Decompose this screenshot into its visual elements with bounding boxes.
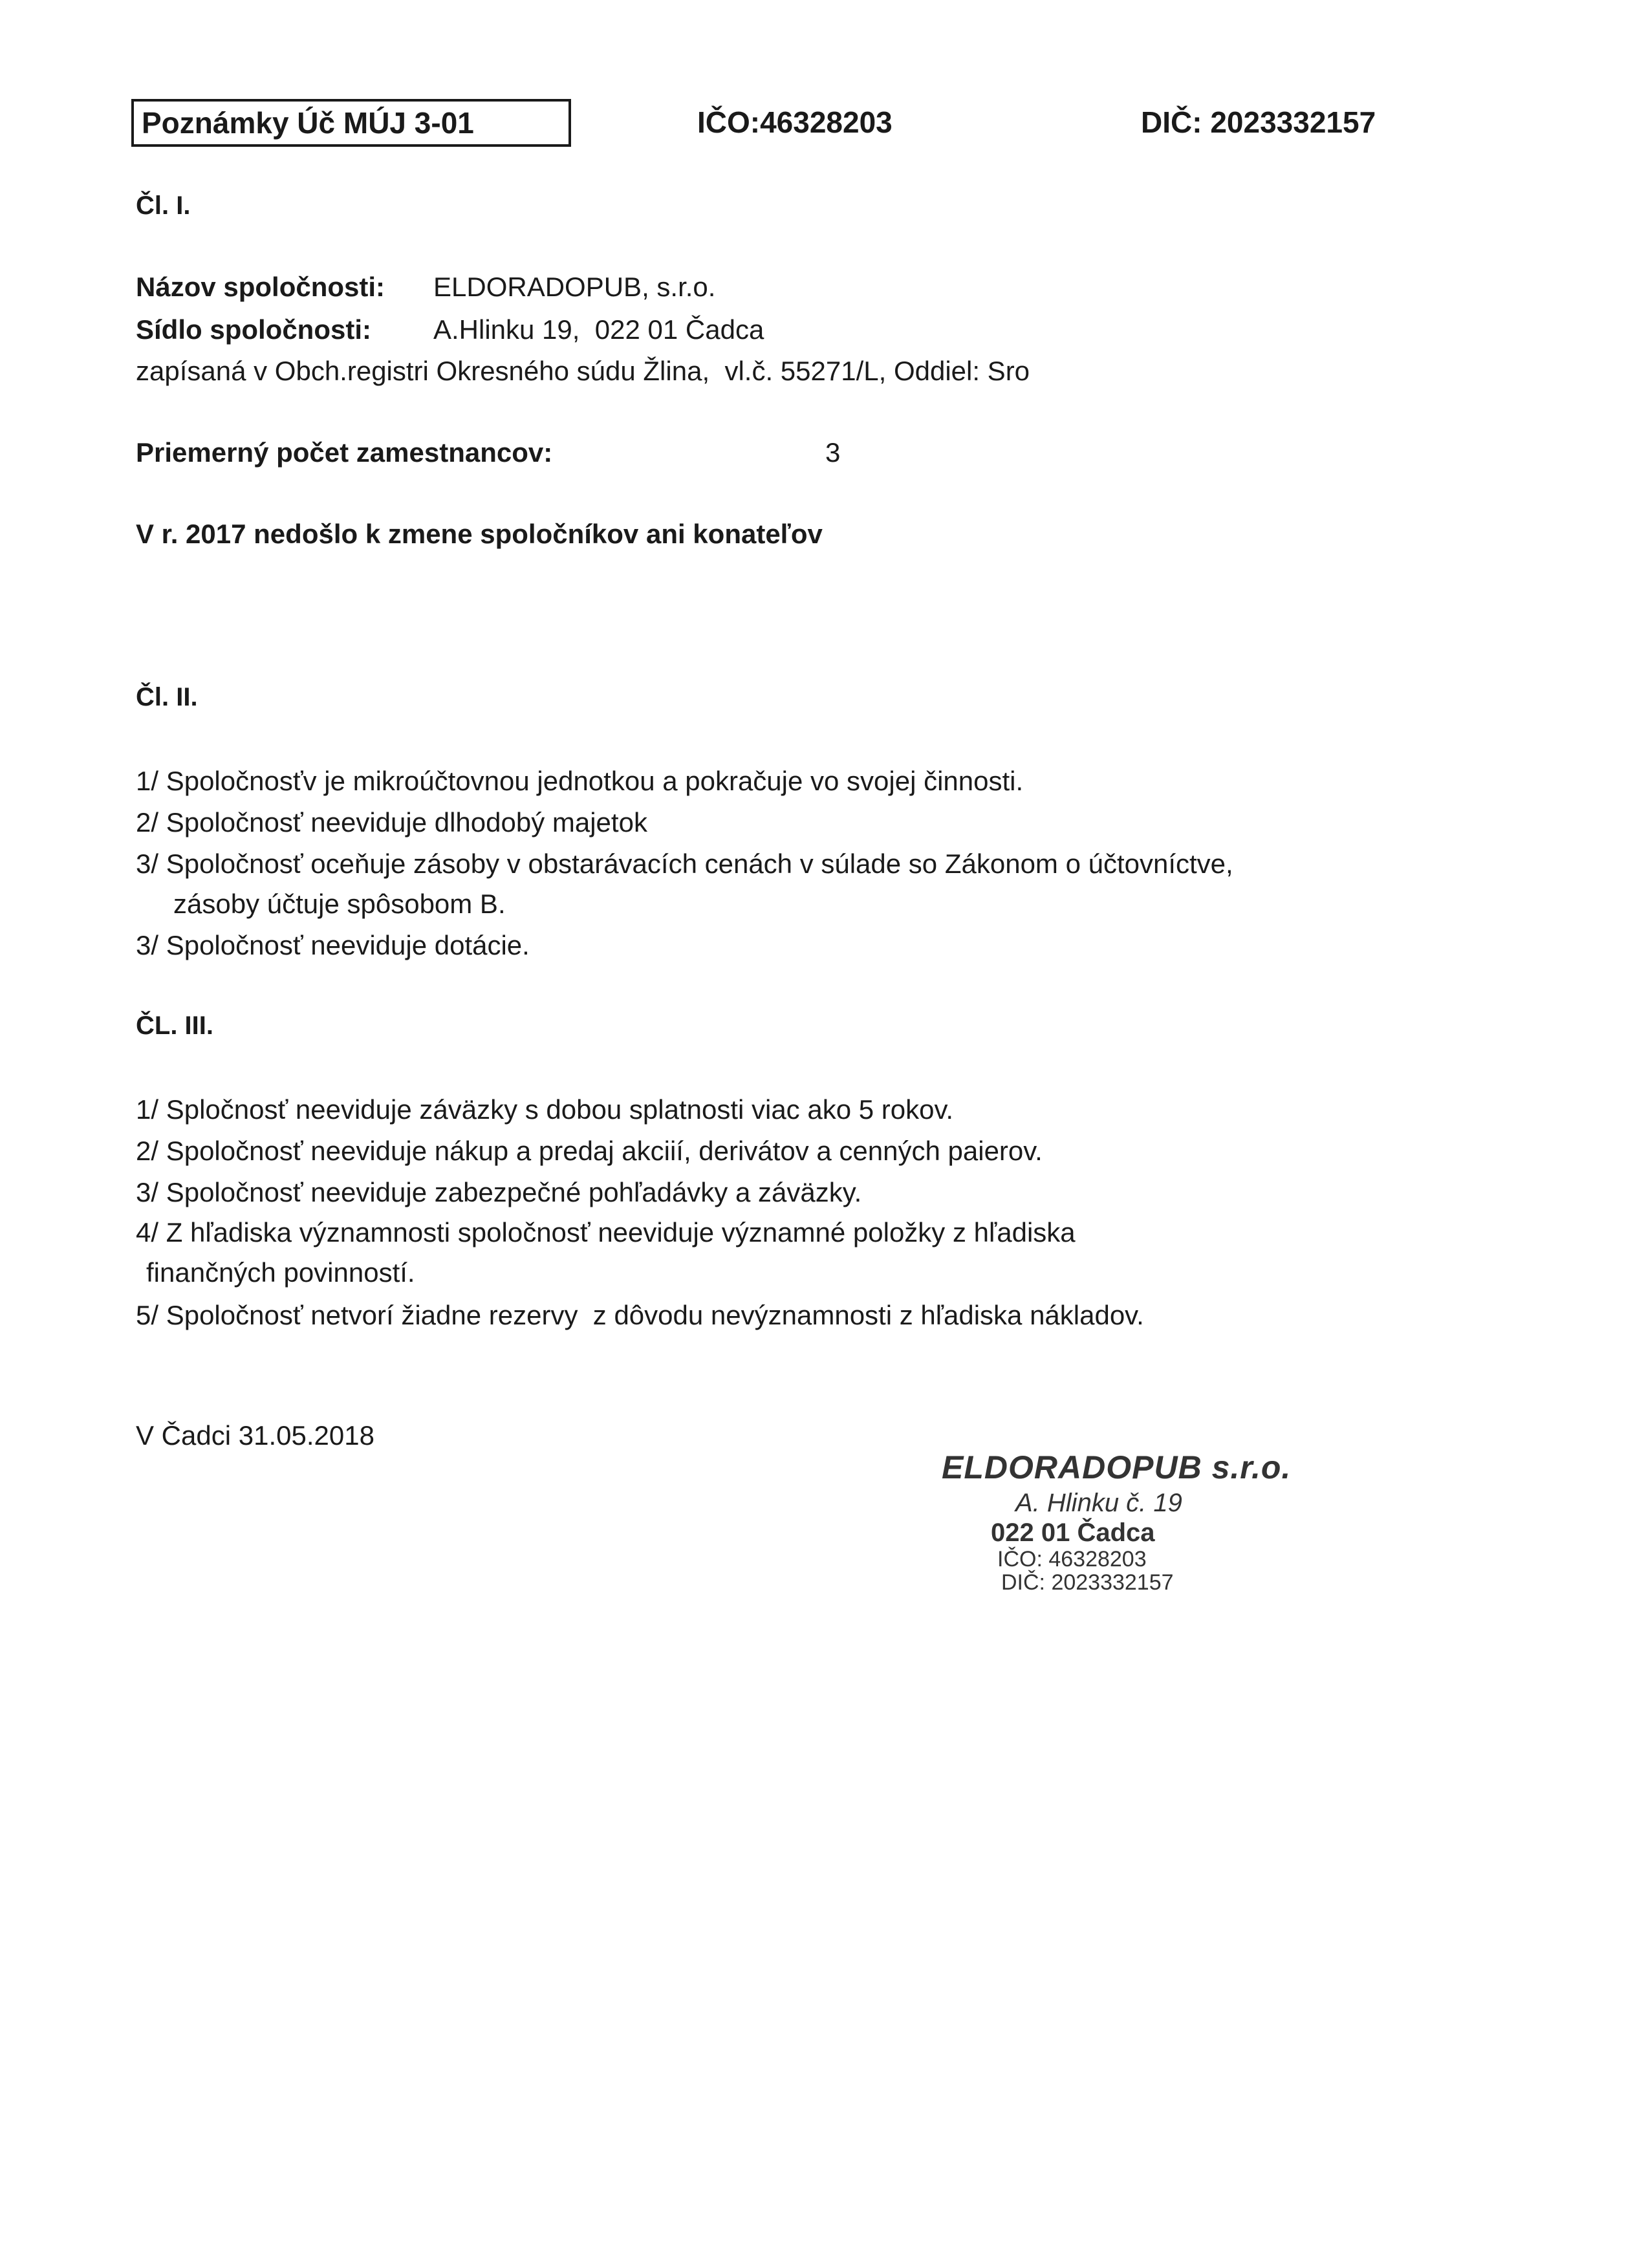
section3-item: 2/ Spoločnosť neeviduje nákup a predaj akciií, derivátov a cenných paierov.: [136, 1136, 1043, 1166]
section1-heading: Čl. I.: [136, 191, 191, 220]
stamp-city: 022 01 Čadca: [991, 1518, 1155, 1547]
register-line: zapísaná v Obch.registri Okresného súdu Žlina, vl.č. 55271/L, Oddiel: Sro: [136, 356, 1030, 386]
employees-label: Priemerný počet zamestnancov:: [136, 437, 553, 468]
section3-heading: ČL. III.: [136, 1011, 213, 1040]
section2-heading: Čl. II.: [136, 683, 198, 711]
seat-label: Sídlo spoločnosti:: [136, 314, 371, 345]
stamp-ico: IČO: 46328203: [997, 1547, 1147, 1571]
section2-item: 3/ Spoločnosť oceňuje zásoby v obstarávacích cenách v súlade so Zákonom o účtovníctve,: [136, 848, 1233, 879]
company-value: ELDORADOPUB, s.r.o.: [433, 272, 716, 302]
stamp-street: A. Hlinku č. 19: [1015, 1489, 1182, 1517]
stamp-company-name: ELDORADOPUB s.r.o.: [942, 1449, 1292, 1485]
section2-item: 3/ Spoločnosť neeviduje dotácie.: [136, 930, 530, 960]
section2-item-continuation: zásoby účtuje spôsobom B.: [173, 889, 506, 919]
company-label: Názov spoločnosti:: [136, 272, 385, 302]
section3-item: 5/ Spoločnosť netvorí žiadne rezervy z dôvodu nevýznamnosti z hľadiska nákladov.: [136, 1300, 1144, 1330]
section3-item: 4/ Z hľadiska významnosti spoločnosť neeviduje významné položky z hľadiska: [136, 1217, 1076, 1247]
dic-header: DIČ: 2023332157: [1141, 105, 1376, 139]
employees-value: 3: [825, 437, 841, 468]
document-title: Poznámky Úč MÚJ 3-01: [131, 99, 571, 147]
section2-item: 2/ Spoločnosť neeviduje dlhodobý majetok: [136, 807, 647, 837]
section3-item: 3/ Spoločnosť neeviduje zabezpečné pohľadávky a záväzky.: [136, 1177, 862, 1207]
section3-item: 1/ Spločnosť neeviduje záväzky s dobou splatnosti viac ako 5 rokov.: [136, 1094, 954, 1125]
seat-value: A.Hlinku 19, 022 01 Čadca: [433, 314, 764, 345]
section2-item: 1/ Spoločnosťv je mikroúčtovnou jednotkou a pokračuje vo svojej činnosti.: [136, 766, 1024, 796]
stamp-dic: DIČ: 2023332157: [1001, 1570, 1174, 1595]
no-change-statement: V r. 2017 nedošlo k zmene spoločníkov ani konateľov: [136, 519, 823, 549]
place-date: V Čadci 31.05.2018: [136, 1420, 374, 1451]
section3-item-continuation: finančných povinností.: [146, 1257, 415, 1288]
ico-header: IČO:46328203: [697, 105, 893, 139]
